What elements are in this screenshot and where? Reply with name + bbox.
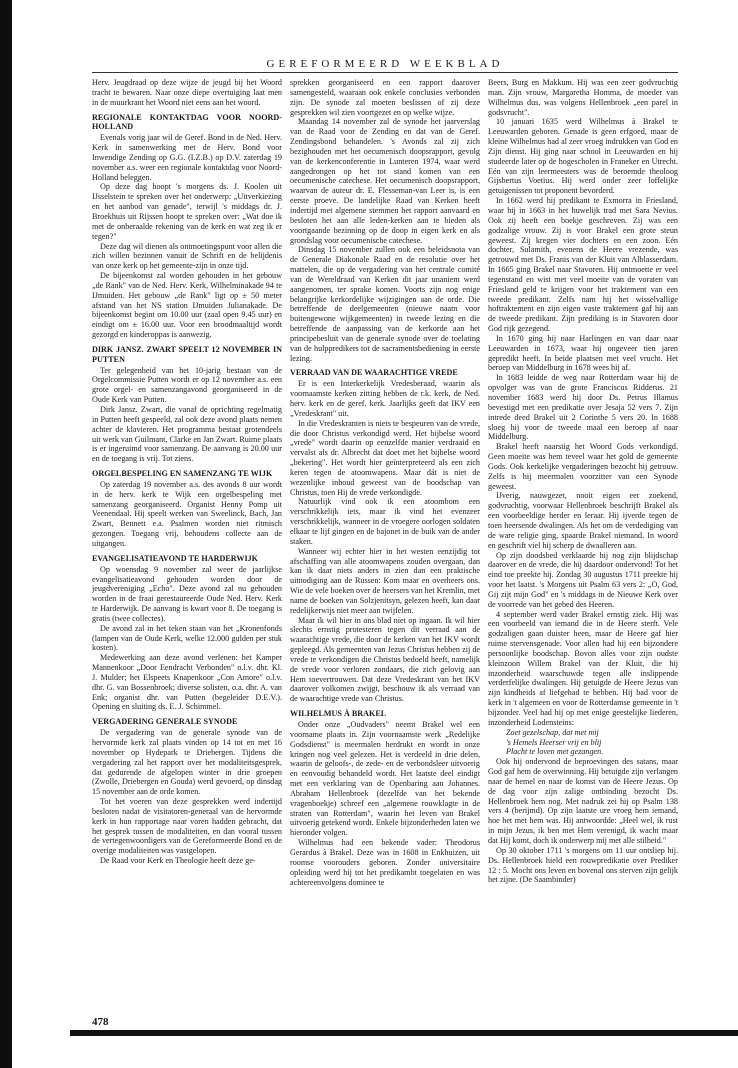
paragraph: Op deze dag hoopt 's morgens ds. J. Koolen uit IJsselstein te spreken over het onderwerp: „Uitverkiezing en het aanbod van genade", terwijl 's middags dr. J. Broekhuis uit Rijssen hoopt te spreken over: „Wat doe ik met de onberaalde rekening van de kerk en wat zeg ik er tegen?" xyxy=(92,182,282,241)
paragraph: De avond zal in het teken staan van het „Kronenfonds (lampen van de Oude Kerk, welke 12.000 gulden per stuk kosten). xyxy=(92,623,282,653)
paragraph: Deze dag wil dienen als ontmoetingspunt voor allen die zich willen bezinnen vanuit de Schrift en de belijdenis van onze kerk op het gemeente-zijn in onze tijd. xyxy=(92,241,282,271)
paragraph: 10 januari 1635 werd Wilhelmus à Brakel te Leeuwarden geboren. Genade is geen erfgoed, maar de kleine Wilhelmus had al zeer vroeg indrukken van God en Zijn dienst. Hij ging naar school in Leeuwarden en hij studeerde later op de hogescholen in Franeker en Utrecht. Eén van zijn leermeesters was de beroemde theoloog Gijsbertus Voetius. Hij werd onder zeer loffelijke getuigenissen tot proponent bevorderd. xyxy=(488,117,678,196)
paragraph: Dirk Jansz. Zwart, die vanaf de oprichting regelmatig in Putten heeft gespeeld, zal ook deze avond plaats nemen achter de klavieren. Het programma bestaat grotendeels uit werk van Guilmant, Clarke en Jan Zwart. Ruime plaats is er ingeruimd voor samenzang. De aanvang is 20.00 uur en de toegang is vrij. Tot ziens. xyxy=(92,405,282,464)
paragraph: Op woensdag 9 november zal weer de jaarlijkse evangelisatieavond gehouden worden door de jeugdvereniging „Echo". Deze avond zal nu gehouden worden in de fraai gerestaureerde Oude Ned. Herv. Kerk te Harderwijk. De aanvang is kwart voor 8. De toegang is gratis (twee collectes). xyxy=(92,564,282,623)
section-heading: EVANGELISATIEAVOND TE HARDERWIJK xyxy=(92,553,259,563)
paragraph: Ter gelegenheid van het 10-jarig bestaan van de Orgelcommissie Putten wordt er op 12 november a.s. een grote orgel- en samenzangavond georganiseerd in de Oude Kerk van Putten. xyxy=(92,365,282,405)
column-1 xyxy=(92,78,282,1018)
paragraph: Tot het voeren van deze gesprekken werd indertijd besloten nadat de visitatoren-generaal van de hervormde kerk in hun rapportage naar voren hadden gebracht, dat het gesprek tussen de modaliteiten, en dan vooral tussen de vertegenwoordigers van de Gereformeerde Bond en de overige modaliteiten was vastgelopen. xyxy=(92,797,282,856)
paragraph: Maandag 14 november zal de synode het jaarverslag van de Raad voor de Zending en dat van de Geref. Zendingsbond behandelen. 's Avonds zal zij zich bezighouden met het oecumenisch doopsrapport, gevolg van de kerkenconferentie in Lunteren 1974, waar werd aangedrongen op het tot stand komen van een oecumenische catechese. Het oecumenisch doopsrapport, waarvan de auteur dr. E. Flesseman-van Leer is, is een eerste proeve. De landelijke Raad van Kerken heeft indertijd met algemene stemmen het rapport aanvaard en besloten het aan alle leden-kerken aan te bieden als voortgaande bezinning op de doop in eigen kerk en als grondslag voor oecumenische catechese. xyxy=(290,117,480,245)
section-heading: VERGADERING GENERALE SYNODE xyxy=(92,717,238,727)
paragraph: Beers, Burg en Makkum. Hij was een zeer godvruchtig man. Zijn vrouw, Margaretha Homma, de moeder van Wilhelmus dus, was volgens Hellenbroek „een parel in godsvrucht". xyxy=(488,78,678,117)
paragraph: Evenals vorig jaar wil de Geref. Bond in de Ned. Herv. Kerk in samenwerking met de Herv. Bond voor Inwendige Zending op G.G. (I.Z.B.) op D.V. zaterdag 19 november a.s. weer een regionale kontaktdag voor Noord-Holland beleggen. xyxy=(92,133,282,182)
poem-quote xyxy=(488,728,678,758)
paragraph: Brakel heeft naarstig het Woord Gods verkondigd. Geen moeite was hem teveel waar het gold de gemeente Gods. Ook kerkelijke vergaderingen bezocht hij getrouw. Zelfs is hij meermalen voorzitter van een Synode geweest. xyxy=(488,442,678,491)
paragraph: Onder onze „Oudvaders" neemt Brakel wel een voorname plaats in. Zijn voornaamste werk „Redelijke Godsdienst" is meermalen herdrukt en wordt in onze kringen nog veel gelezen. Het is verdeeld in drie delen, waarin de geloofs-, de zede- en de verbondsleer uitvoerig en eenvoudig behandeld wordt. Het laatste deel eindigt met een verklaring van de Openbaring aan Johannes. Abraham Hellenbroek (dezelfde van het bekende vragenboekje) schreef een „algemene rouwklagte in de straten van Rotterdam", waarin het leven van Brakel uitvoerig getekend wordt. Enkele bijzonderheden laten we hieronder volgen. xyxy=(290,720,480,838)
paragraph: De vergadering van de generale synode van de hervormde kerk zal plaats vinden op 14 tot en met 16 november op Hydepark te Driebergen. Tijdens die vergadering zal het rapport over het modaliteitsgesprek, dat gedurende de afgelopen winter in drie groepen (Zwolle, Driebergen en Gouda) werd gevoerd, op dinsdag 15 november aan de orde komen. xyxy=(92,728,282,797)
column-2 xyxy=(290,78,480,1018)
paragraph: In 1662 werd hij predikant te Exmorra in Friesland, waar hij in 1663 in het huwelijk trad met Sara Nevius. Ook zij heeft een boekje geschreven. Zij was een godzalige vrouw. Zij is voor Brakel een grote steun geweest. Zij kregen vier dochters en een zoon. Eén dochter, Sulamith, evenens de Heere vrezende, was getrouwd met Ds. Franis van der Kluit van Alblasserdam. In 1665 ging Brakel naar Stavoren. Hij ontmoette er veel tegenstand en wist met veel moeite van de voraten van Friesland geld te krijgen voor het traktement van een tweede predikant. Zelfs nam hij het wisselvallige hoftraktement en zijn eigen vaste traktement gaf hij aan de tweede predikant. Zijn prediking is in Stavoren door God rijk gezegend. xyxy=(488,196,678,334)
paragraph: Op zijn doodsbed verklaarde hij nog zijn blijdschap daarover en de vrede, die hij daardoor ondervond! Tot het eind toe preekte hij. Zondag 30 augustus 1711 preekte hij voor het laatst. 's Morgens uit Psalm 63 vers 2: „O, God, Gij zijt mijn God" en 's middags in de Nieuwe Kerk over de voorrede van het gebed des Heeren. xyxy=(488,550,678,609)
paragraph: Op zaterdag 19 november a.s. des avonds 8 uur wordt in de herv. kerk te Wijk een orgelbespeling met samenzang georganiseerd. Organist Henny Pomp uit Veenendaal. Hij speelt werken van Sweelinck, Bach, Jan Zwart, Bennett e.a. Psalmen worden niet ritmisch gezongen. Toegang vrij, behoudens collecte aan de uitgangen. xyxy=(92,479,282,548)
paragraph: De Raad voor Kerk en Theologie heeft deze ge- xyxy=(100,856,256,866)
paragraph: De bijeenkomst zal worden gehouden in het gebouw „de Rank" van de Ned. Herv. Kerk, Wilhelminakade 94 te IJmuiden. Het gebouw „de Rank" ligt op ± 50 meter afstand van het NS station IJmuiden Julianakade. De bijeenkomst begint om 10.00 uur (zaal open 9.45 uur) en eindigt om ± 16.00 uur. Voor een broodmaaltijd wordt gezorgd en kinderoppas is aanwezig. xyxy=(92,271,282,340)
poem-line: Zoet gezelschap, dat met mij xyxy=(506,727,599,737)
paragraph: In 1670 ging hij naar Harlingen en van daar naar Leeuwarden in 1673, waar hij ongeveer tien jaren gepredikt heeft. In beide plaatsen met veel vrucht. Het beroep van Middelburg in 1678 wees hij af. xyxy=(488,333,678,373)
paragraph: In 1683 leidde de weg naar Rotterdam waar hij de opvolger was van de grote Franciscus Ridderus. 21 november 1683 werd hij door Ds. Petrus Illamus bevestigd met een predikatie over Jesaja 52 vers 7. Zijn intrede deed Brakel uit 2 Corinthe 5 vers 20. In 1688 sloeg hij voor de tweede maal een beroep af naar Middelburg. xyxy=(488,373,678,442)
masthead: GEREFORMEERD WEEKBLAD xyxy=(92,58,678,73)
bottom-rule xyxy=(70,1030,738,1036)
page-number: 478 xyxy=(92,1016,109,1028)
section-heading: REGIONALE KONTAKTDAG VOOR NOORD-HOLLAND xyxy=(92,112,282,132)
paragraph: Dinsdag 15 november zullen ook een beleidsnota van de Generale Diakonale Raad en de resolutie over het mattelen, die op de vergadering van het centrale comité van de Wereldraad van Kerken dit jaar unaniem werd aangenomen, ter sprake komen. Voorts zijn nog enige belangrijke kerkordelijke wijzigingen aan de orde. Die betreffende de deelgemeenten (nieuwe naam voor buitengewone wijkgemeenten) in tweede lezing en die betreffende de aanpassing van de kerkorde aan het principebesluit van de generale synode over de toelating van de hulppredikers tot de sacramentsbediening in eerste lezing. xyxy=(290,245,480,363)
paragraph: Ook hij ondervond de beproevingen des satans, maar God gaf hem de overwinning. Hij betuigde zijn verlangen naar de hemel en naar de komst van de Heere Jezus. Op de dag voor zijn zalige ontbinding bezocht Ds. Hellenbroek hem nog. Met nadruk zei hij op Psalm 138 vers 4 (berijmd). Op zijn laatste ure vroeg hem iemand, hoe het met hem was. Hij antwoordde: „Heel wel, ik rust in mijn Jezus, ik ben met Hem verenigd, ik wacht maar dat Hij komt, doch ik onderwerp mij met alle stilheid." xyxy=(488,757,678,845)
section-heading: DIRK JANSZ. ZWART SPEELT 12 NOVEMBER IN PUTTEN xyxy=(92,344,282,364)
paragraph: Op 30 oktober 1711 's morgens om 11 uur ontsliep hij. Ds. Hellenbroek hield een rouwpredikatie over Prediker 12 : 5. Mocht ons leven en bovenal ons sterven zijn gelijk het zijne. (De Saambinder) xyxy=(488,845,678,885)
section-heading: VERRAAD VAN DE WAARACHTIGE VREDE xyxy=(290,368,458,378)
paragraph: Natuurlijk vind ook ik een atoombom een verschrikkelijk iets, maar ik vind het evenzeer verschrikkelijk, wanneer in de vroegere oorlogen soldaten elkaar te lijf gingen en de bajonet in de buik van de ander staken. xyxy=(290,497,480,546)
paragraph: In die Vredeskranten is niets te bespeuren van de vrede, die door Christus verkondigd werd. Het bijbelse woord „vrede" wordt daarin op eenzelfde manier verdraaid en vervalst als dr. Albrecht dat doet met het bijbelse woord „bekering". Het wordt hier geïnterpreteerd als een zich keren tegen de atoomwapens. Maar dát is niet de wezenlijke inhoud geweest van de boodschap van Christus, toen Hij de vrede verkondigde. xyxy=(290,418,480,497)
section-heading: WILHELMUS À BRAKEL xyxy=(290,709,387,719)
paragraph: Maar ik wil hier in ons blad niet op ingaan. Ik wil hier slechts ernstig protesteren tegen dit verraad aan de waarachtige vrede, die door de kerken van het IKV wordt gepleegd. Als gemeenten van Jezus Christus hebben zij de vrede te verkondigen die Christus bedoeld heeft, namelijk de vrede voor verloren zondaars, die zich gelovig aan Hem toevertrouwen. Dat deze Vredeskrant van het IKV daarover volkomen zwijgt, beschouw ik als verraad van de waarachtige vrede van Christus. xyxy=(290,615,480,704)
poem-line: Placht te loven met gezangen. xyxy=(506,747,604,757)
left-edge-bar xyxy=(0,0,12,1068)
paragraph: 4 september werd vader Brakel ernstig ziek. Hij was een voorbeeld van iemand die in de Heere sterft. Vele godzaligen gaan duister heen, maar de Heere gaf hier ruime stervensgenade. Voor allen had hij een bijzondere persoonlijke boodschap. Bovon alles voor zijn oudste kleinzoon Willem Brakel van der Kluit, die hij inzonderheid waarschuwde tegen alle inslippende verderfelijke dwalingen. Hij getuigde de Heere Jezus van zijn kindheids af liefgehad te hebben. Hij bad voor de kerk in 't algemeen en voor de Rotterdamse gemeente in 't bijzonder. Veel had hij op met enige geestelijke liederen, inzonderheid Lodensteins: xyxy=(488,609,678,727)
article-columns xyxy=(92,78,678,1018)
paragraph: sprekken georganiseerd en een rapport daarover samengesteld, waaraan ook enkele conclusies verbonden zijn. De synode zal moeten beslissen of zij deze gesprekken wil zien voortgezet en op welke wijze. xyxy=(290,78,480,117)
paragraph: Wanneer wij echter hier in het westen eenzijdig tot afschaffing van alle atoomwapens zouden overgaan, dan kan ik daar niets anders in zien dan een praktische uitnodiging aan de Russen: Kom maar en overheers ons. Wie de vele boeken over de heersers van het Kremlin, met name de boeken van Solzjenitsyn, gelezen heeft, kan daar redelijkerwijs niet meer aan twijfelen. xyxy=(290,546,480,615)
section-heading: ORGELBESPELING EN SAMENZANG TE WIJK xyxy=(92,469,273,479)
paragraph: Wilhelmus had een bekende vader: Theodorus Gerardus à Brakel. Deze was in 1608 in Enkhuizen, uit roomse voorouders geboren. Zonder universitaire opleiding werd hij tot het predikambt toegelaten en was achtereenvolgens dominee te xyxy=(290,838,480,887)
paragraph: IJverig, nauwgezet, nooit eigen eer zoekend, godvruchtig, voorwaar Hellenbroek beschrijft Brakel als een voorbeeldige herder en leraar. Hij ijverde tegen de toen heersende dwalingen. Als het om de verdediging van de ware religie ging, spaarde Brakel niemand. In woord en geschrift viel hij scherp de dwaalleren aan. xyxy=(488,491,678,550)
paragraph: Medewerking aan deze avond verlenen: het Kamper Mannenkoor „Door Eendracht Verbonden" o.l.v. dhr. Kl. J. Mulder; het Elspeets Knapenkoor „Con Amore" o.l.v. dhr. G. van Bossenbroek; diverse solisten, o.a. dhr. A. van Enk; organist dhr. van Putten (begeleider D.E.V.). Opening en sluiting ds. E. J. Schimmel. xyxy=(92,653,282,712)
poem-line: 's Hemels Heerser vrij en blij xyxy=(506,737,602,747)
paragraph: Herv. Jeugdraad op deze wijze de jeugd bij het Woord tracht te bewaren. Naar onze diepe overtuiging laat men in de muurkrant het Woord niet eens aan het woord. xyxy=(92,78,282,107)
paragraph: Er is een Interkerkelijk Vredesberaad, waarin als voornaamste kerken zitting hebben de r.k. kerk, de Ned. herv. kerk en de geref. kerk. Jaarlijks geeft dat IKV een „Vredeskrant" uit. xyxy=(290,379,480,418)
column-3 xyxy=(488,78,678,1018)
